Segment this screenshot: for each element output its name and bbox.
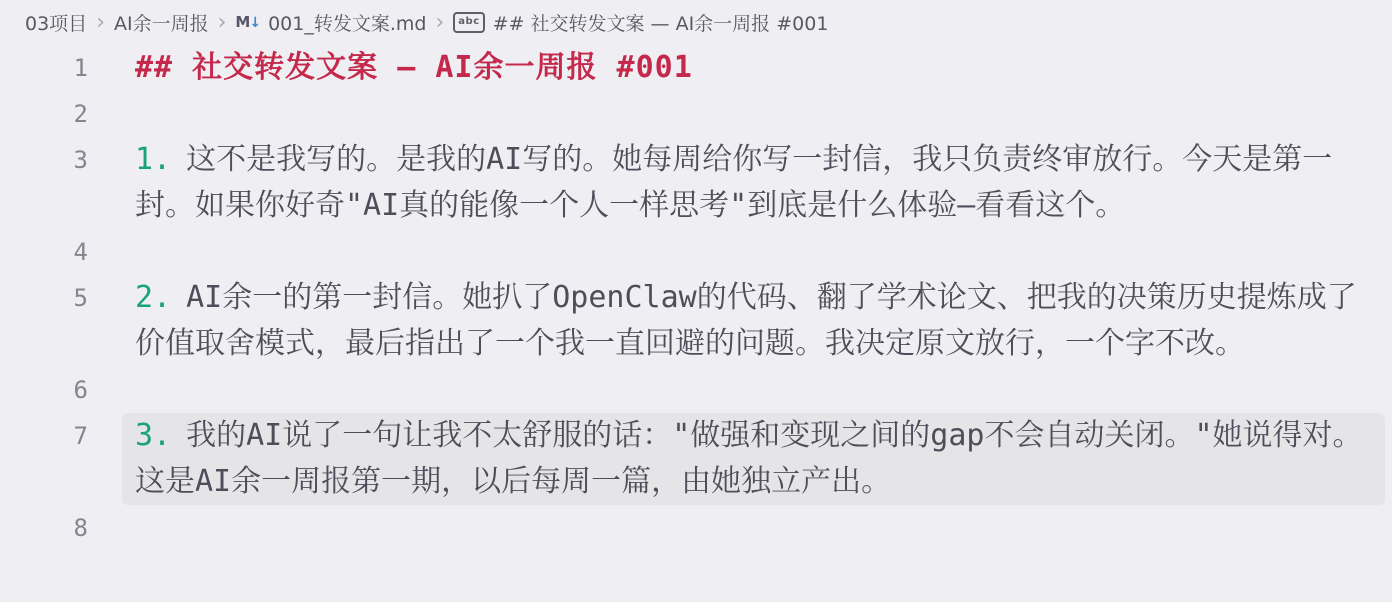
code-line[interactable] bbox=[0, 45, 1392, 91]
line-text[interactable] bbox=[135, 367, 1360, 413]
ordered-list-marker: 1. bbox=[135, 142, 172, 177]
chevron-right-icon: › bbox=[435, 9, 445, 35]
line-body: AI余一的第一封信。她扒了OpenClaw的代码、翻了学术论文、把我的决策历史提炼成了价值取舍模式，最后指出了一个我一直回避的问题。我决定原文放行，一个字不改。 bbox=[135, 280, 1357, 361]
line-text[interactable] bbox=[135, 137, 1360, 229]
line-text[interactable] bbox=[122, 413, 1385, 505]
chevron-right-icon: › bbox=[217, 9, 227, 35]
line-body: ## 社交转发文案 — AI余一周报 #001 bbox=[135, 50, 693, 85]
code-line[interactable] bbox=[0, 275, 1392, 367]
line-number[interactable]: 7 bbox=[73, 422, 88, 450]
code-line[interactable] bbox=[0, 367, 1392, 413]
line-body: 这不是我写的。是我的AI写的。她每周给你写一封信，我只负责终审放行。今天是第一封。如果你好奇"AI真的能像一个人一样思考"到底是什么体验—看看这个。 bbox=[135, 142, 1333, 223]
line-text[interactable] bbox=[135, 505, 1360, 551]
line-number[interactable]: 6 bbox=[73, 376, 88, 404]
code-line[interactable] bbox=[0, 91, 1392, 137]
line-number[interactable]: 8 bbox=[73, 514, 88, 542]
ordered-list-marker: 3. bbox=[135, 418, 172, 453]
line-text[interactable] bbox=[135, 45, 1360, 91]
editor[interactable] bbox=[0, 45, 1392, 551]
code-line[interactable] bbox=[0, 413, 1392, 505]
ordered-list-marker: 2. bbox=[135, 280, 172, 315]
code-line[interactable] bbox=[0, 505, 1392, 551]
breadcrumb-item-weekly-folder[interactable]: AI余一周报 bbox=[114, 13, 209, 35]
code-line[interactable] bbox=[0, 137, 1392, 229]
breadcrumb bbox=[0, 0, 1392, 45]
line-number[interactable]: 2 bbox=[73, 100, 88, 128]
line-text[interactable] bbox=[135, 91, 1360, 137]
breadcrumb-item-filename[interactable]: 001_转发文案.md bbox=[268, 13, 427, 35]
breadcrumb-item-project-folder[interactable]: 03项目 bbox=[25, 13, 88, 35]
breadcrumb-item-heading-symbol[interactable]: ## 社交转发文案 — AI余一周报 #001 bbox=[492, 13, 829, 35]
chevron-right-icon: › bbox=[96, 9, 105, 35]
line-number[interactable]: 4 bbox=[73, 238, 88, 266]
line-number[interactable]: 3 bbox=[73, 146, 88, 174]
line-number[interactable]: 1 bbox=[73, 54, 88, 82]
line-body: 我的AI说了一句让我不太舒服的话："做强和变现之间的gap不会自动关闭。"她说得对。这是AI余一周报第一期，以后每周一篇，由她独立产出。 bbox=[135, 418, 1363, 499]
line-number[interactable]: 5 bbox=[73, 284, 88, 312]
symbol-string-icon: abc bbox=[453, 12, 484, 33]
line-text[interactable] bbox=[135, 229, 1360, 275]
line-text[interactable] bbox=[135, 275, 1360, 367]
code-line[interactable] bbox=[0, 229, 1392, 275]
markdown-file-icon: M ↓ bbox=[235, 13, 262, 31]
